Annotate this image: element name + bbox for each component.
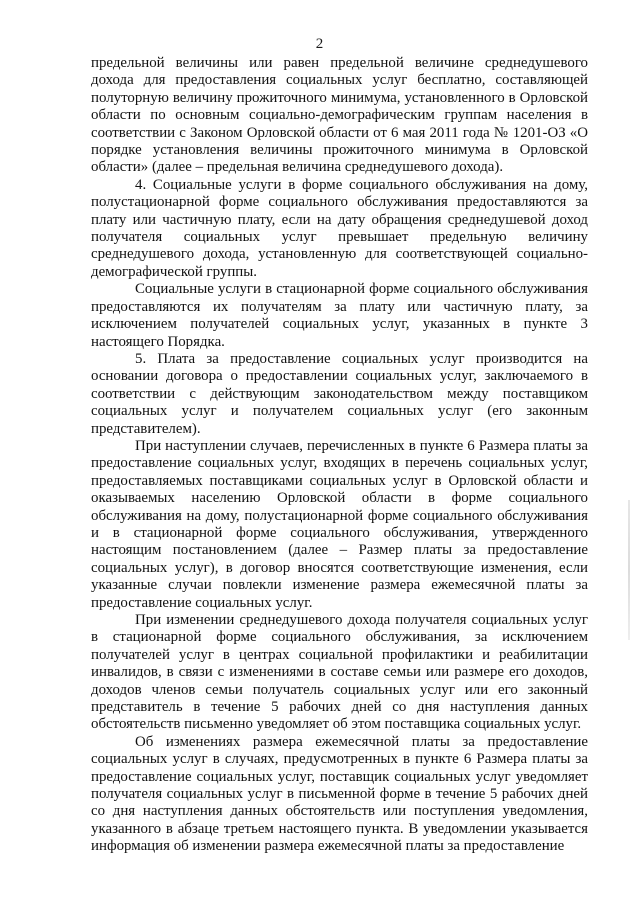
paragraph-4: 5. Плата за предоставление социальных услуг производится на основании договора о предоставлении социальных услуг, заключаемого в соответствии с действующим законодательством между поставщиком социальных услуг и получателем социальных услуг (его законным представителем). [91,350,588,437]
paragraph-6: При изменении среднедушевого дохода получателя социальных услуг в стационарной форме социального обслуживания, за исключением получателей услуг в центрах социальной профилактики и реабилитации инвалидов, в связи с изменениями в составе семьи или размере его доходов, доходов членов семьи получатель социальных услуг или его законный представитель в течение 5 рабочих дней со дня наступления данных обстоятельств письменно уведомляет об этом поставщика социальных услуг. [91,612,588,733]
paragraph-5: При наступлении случаев, перечисленных в пункте 6 Размера платы за предоставление социальных услуг, входящих в перечень социальных услуг, предоставляемых поставщиками социальных услуг в Орловской области и оказываемых населению Орловской области в форме социального обслуживания на дому, полустационарной форме социального обслуживания и в стационарной форме социального обслуживания, утвержденного настоящим постановлением (далее – Размер платы за предоставление социальных услуг), в договор вносятся соответствующие изменения, если указанные случаи повлекли изменение размера ежемесячной платы за предоставление социальных услуг. [91,437,588,611]
page-number: 2 [315,36,324,52]
paragraph-7: Об изменениях размера ежемесячной платы за предоставление социальных услуг в случаях, предусмотренных в пункте 6 Размера платы за предоставление социальных услуг, поставщик социальных услуг уведомляет получателя социальных услуг в письменной форме в течение 5 рабочих дней со дня наступления данных обстоятельств или поступления уведомления, указанного в абзаце третьем настоящего пункта. В уведомлении указывается информация об изменении размера ежемесячной платы за предоставление [91,733,588,855]
paragraph-1: предельной величины или равен предельной величине среднедушевого дохода для предоставления социальных услуг бесплатно, составляющей полуторную величину прожиточного минимума, установленного в Орловской области по основным социально-демографическим группам населения в соответствии с Законом Орловской области от 6 мая 2011 года № 1201-ОЗ «О порядке установления величины прожиточного минимума в Орловской области» (далее – предельная величина среднедушевого дохода). [91,55,588,176]
paragraph-3: Социальные услуги в стационарной форме социального обслуживания предоставляются их получателям за плату или частичную плату, за исключением получателей социальных услуг, указанных в пункте 3 настоящего Порядка. [91,281,588,350]
scan-margin-mark [628,500,630,640]
document-body [91,55,588,856]
paragraph-2: 4. Социальные услуги в форме социального обслуживания на дому, полустационарной форме социального обслуживания предоставляются за плату или частичную плату, если на дату обращения среднедушевой доход получателя социальных услуг превышает предельную величину среднедушевого дохода, установленную для соответствующей социально-демографической группы. [91,176,588,280]
